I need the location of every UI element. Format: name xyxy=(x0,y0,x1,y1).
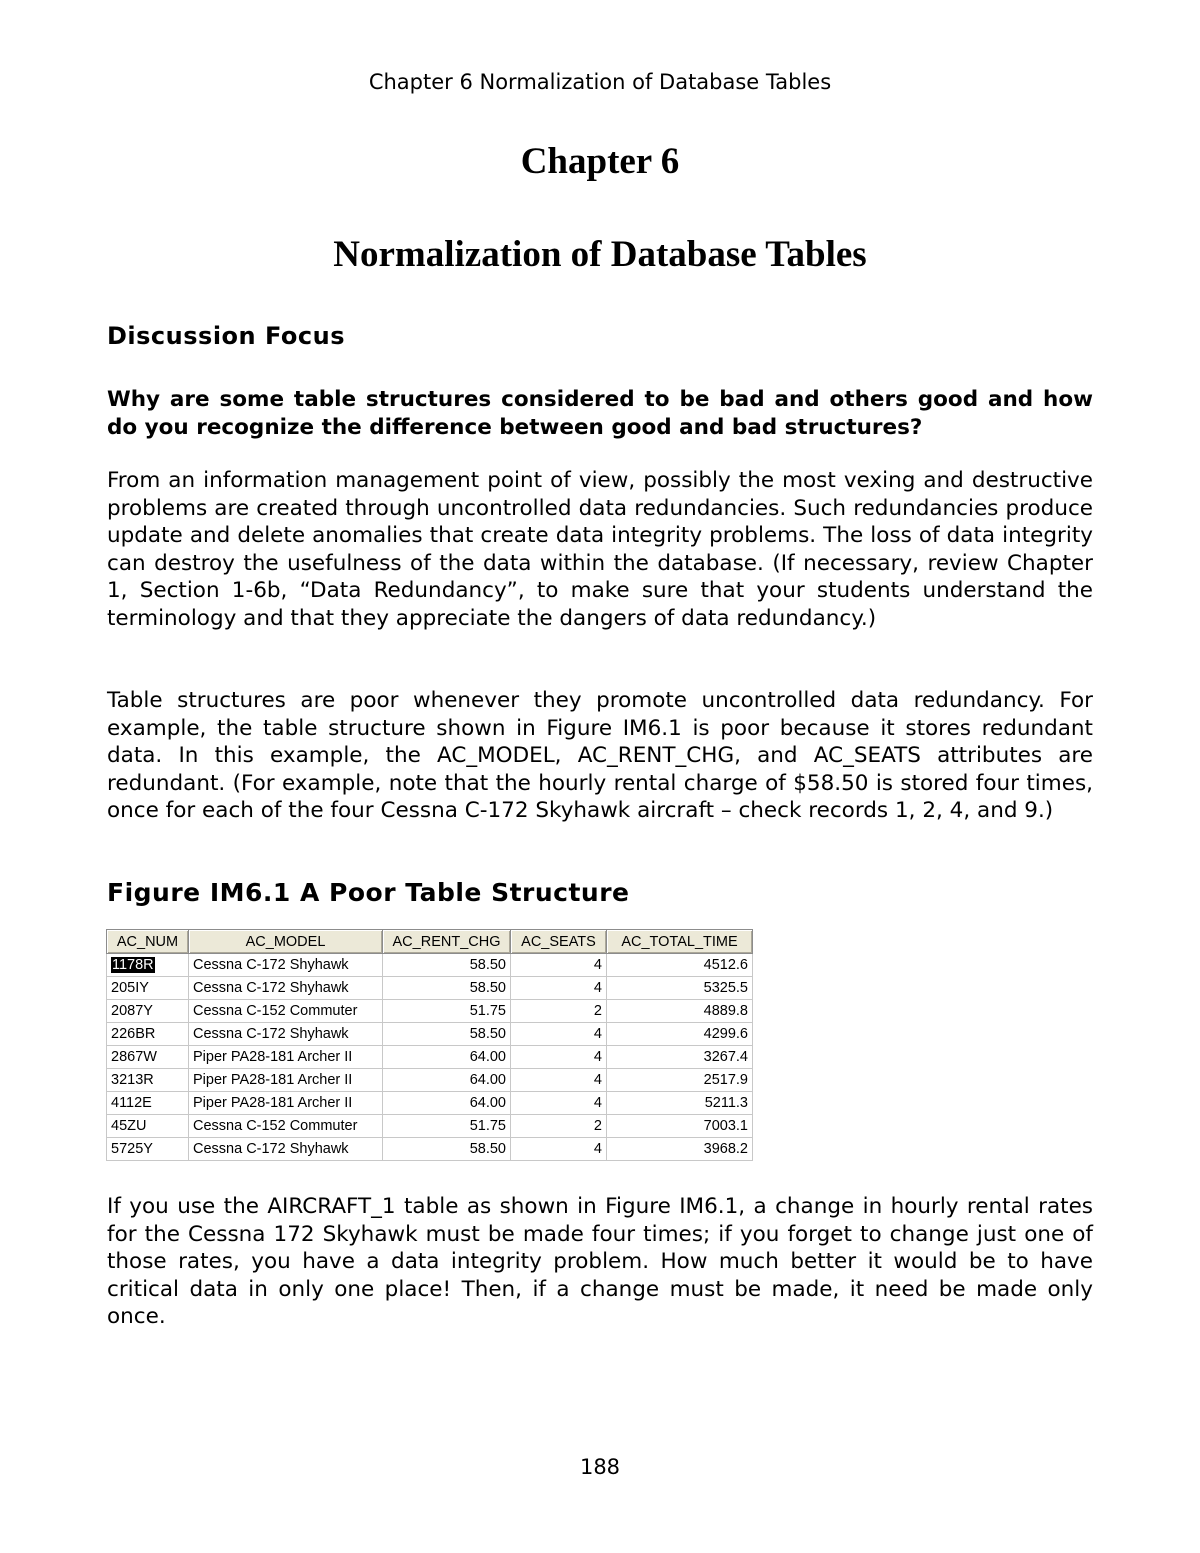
section-heading: Discussion Focus xyxy=(107,322,345,350)
cell-ac-rent-chg[interactable]: 58.50 xyxy=(383,977,511,1000)
column-header-ac-model[interactable]: AC_MODEL xyxy=(189,930,383,954)
cell-ac-num[interactable]: 226BR xyxy=(107,1023,189,1046)
cell-ac-model[interactable]: Cessna C-172 Shyhawk xyxy=(189,1138,383,1161)
discussion-question: Why are some table structures considered to be bad and others good and how do you recognize the difference between good and bad structures? xyxy=(107,387,1093,440)
figure-title: Figure IM6.1 A Poor Table Structure xyxy=(107,878,630,907)
paragraph-2: Table structures are poor whenever they promote uncontrolled data redundancy. For example, the table structure shown in Figure IM6.1 is poor because it stores redundant data. In this example, the AC_MODEL, AC_RENT_CHG, and AC_SEATS attributes are redundant. (For example, note that the hourly rental charge of $58.50 is stored four times, once for each of the four Cessna C-172 Skyhawk aircraft – check records 1, 2, 4, and 9.) xyxy=(107,688,1093,823)
cell-ac-num[interactable]: 2867W xyxy=(107,1046,189,1069)
cell-ac-model[interactable]: Cessna C-172 Shyhawk xyxy=(189,1023,383,1046)
cell-ac-num[interactable] xyxy=(107,954,189,977)
table-row[interactable] xyxy=(107,954,753,977)
cell-ac-num[interactable]: 4112E xyxy=(107,1092,189,1115)
table-row[interactable] xyxy=(107,1115,753,1138)
table-row[interactable] xyxy=(107,1000,753,1023)
cell-ac-rent-chg[interactable]: 58.50 xyxy=(383,1023,511,1046)
cell-ac-num[interactable]: 5725Y xyxy=(107,1138,189,1161)
cell-ac-total-time[interactable]: 5211.3 xyxy=(607,1092,753,1115)
cell-ac-total-time[interactable]: 3267.4 xyxy=(607,1046,753,1069)
cell-ac-num[interactable]: 205IY xyxy=(107,977,189,1000)
cell-ac-seats[interactable]: 2 xyxy=(511,1115,607,1138)
cell-ac-seats[interactable]: 2 xyxy=(511,1000,607,1023)
table-row[interactable] xyxy=(107,1046,753,1069)
cell-ac-model[interactable]: Cessna C-152 Commuter xyxy=(189,1000,383,1023)
cell-ac-total-time[interactable]: 4889.8 xyxy=(607,1000,753,1023)
cell-ac-total-time[interactable]: 4299.6 xyxy=(607,1023,753,1046)
cell-ac-model[interactable]: Cessna C-172 Shyhawk xyxy=(189,977,383,1000)
cell-ac-num[interactable]: 45ZU xyxy=(107,1115,189,1138)
table-row[interactable] xyxy=(107,1023,753,1046)
column-header-ac-num[interactable]: AC_NUM xyxy=(107,930,189,954)
column-header-ac-rent-chg[interactable]: AC_RENT_CHG xyxy=(383,930,511,954)
cell-ac-model[interactable]: Piper PA28-181 Archer II xyxy=(189,1046,383,1069)
cell-ac-rent-chg[interactable]: 51.75 xyxy=(383,1115,511,1138)
cell-ac-total-time[interactable]: 5325.5 xyxy=(607,977,753,1000)
chapter-number: Chapter 6 xyxy=(520,141,680,182)
chapter-title: Normalization of Database Tables xyxy=(333,234,867,275)
aircraft-table xyxy=(106,929,753,1161)
cell-ac-seats[interactable]: 4 xyxy=(511,954,607,977)
cell-ac-num[interactable]: 3213R xyxy=(107,1069,189,1092)
cell-ac-rent-chg[interactable]: 58.50 xyxy=(383,1138,511,1161)
column-header-ac-seats[interactable]: AC_SEATS xyxy=(511,930,607,954)
cell-ac-seats[interactable]: 4 xyxy=(511,1023,607,1046)
selected-cell-text: 1178R xyxy=(112,957,154,973)
table-row[interactable] xyxy=(107,1138,753,1161)
running-header: Chapter 6 Normalization of Database Tables xyxy=(368,70,832,94)
cell-ac-total-time[interactable]: 2517.9 xyxy=(607,1069,753,1092)
paragraph-3: If you use the AIRCRAFT_1 table as shown in Figure IM6.1, a change in hourly rental rates for the Cessna 172 Skyhawk must be made four times; if you forget to change just one of those rates, you have a data integrity problem. How much better it would be to have critical data in only one place! Then, if a change must be made, it need be made only once. xyxy=(107,1194,1093,1329)
table-row[interactable] xyxy=(107,1069,753,1092)
cell-ac-model[interactable]: Piper PA28-181 Archer II xyxy=(189,1092,383,1115)
paragraph-1: From an information management point of view, possibly the most vexing and destructive problems are created through uncontrolled data redundancies. Such redundancies produce update and delete anomalies that create data integrity problems. The loss of data integrity can destroy the usefulness of the data within the database. (If necessary, review Chapter 1, Section 1-6b, “Data Redundancy”, to make sure that your students understand the terminology and that they appreciate the dangers of data redundancy.) xyxy=(107,468,1093,631)
cell-ac-model[interactable]: Cessna C-152 Commuter xyxy=(189,1115,383,1138)
cell-ac-total-time[interactable]: 3968.2 xyxy=(607,1138,753,1161)
cell-ac-total-time[interactable]: 4512.6 xyxy=(607,954,753,977)
column-header-ac-total-time[interactable]: AC_TOTAL_TIME xyxy=(607,930,753,954)
table-row[interactable] xyxy=(107,977,753,1000)
cell-ac-model[interactable]: Piper PA28-181 Archer II xyxy=(189,1069,383,1092)
cell-ac-rent-chg[interactable]: 58.50 xyxy=(383,954,511,977)
table-row[interactable] xyxy=(107,1092,753,1115)
cell-ac-rent-chg[interactable]: 64.00 xyxy=(383,1069,511,1092)
cell-ac-total-time[interactable]: 7003.1 xyxy=(607,1115,753,1138)
page-number: 188 xyxy=(579,1455,621,1479)
cell-ac-seats[interactable]: 4 xyxy=(511,977,607,1000)
cell-ac-seats[interactable]: 4 xyxy=(511,1069,607,1092)
cell-ac-rent-chg[interactable]: 64.00 xyxy=(383,1092,511,1115)
cell-ac-num[interactable]: 2087Y xyxy=(107,1000,189,1023)
cell-ac-seats[interactable]: 4 xyxy=(511,1092,607,1115)
cell-ac-model[interactable]: Cessna C-172 Shyhawk xyxy=(189,954,383,977)
cell-ac-seats[interactable]: 4 xyxy=(511,1138,607,1161)
cell-ac-rent-chg[interactable]: 64.00 xyxy=(383,1046,511,1069)
cell-ac-seats[interactable]: 4 xyxy=(511,1046,607,1069)
cell-ac-rent-chg[interactable]: 51.75 xyxy=(383,1000,511,1023)
table-header-row xyxy=(107,930,753,954)
